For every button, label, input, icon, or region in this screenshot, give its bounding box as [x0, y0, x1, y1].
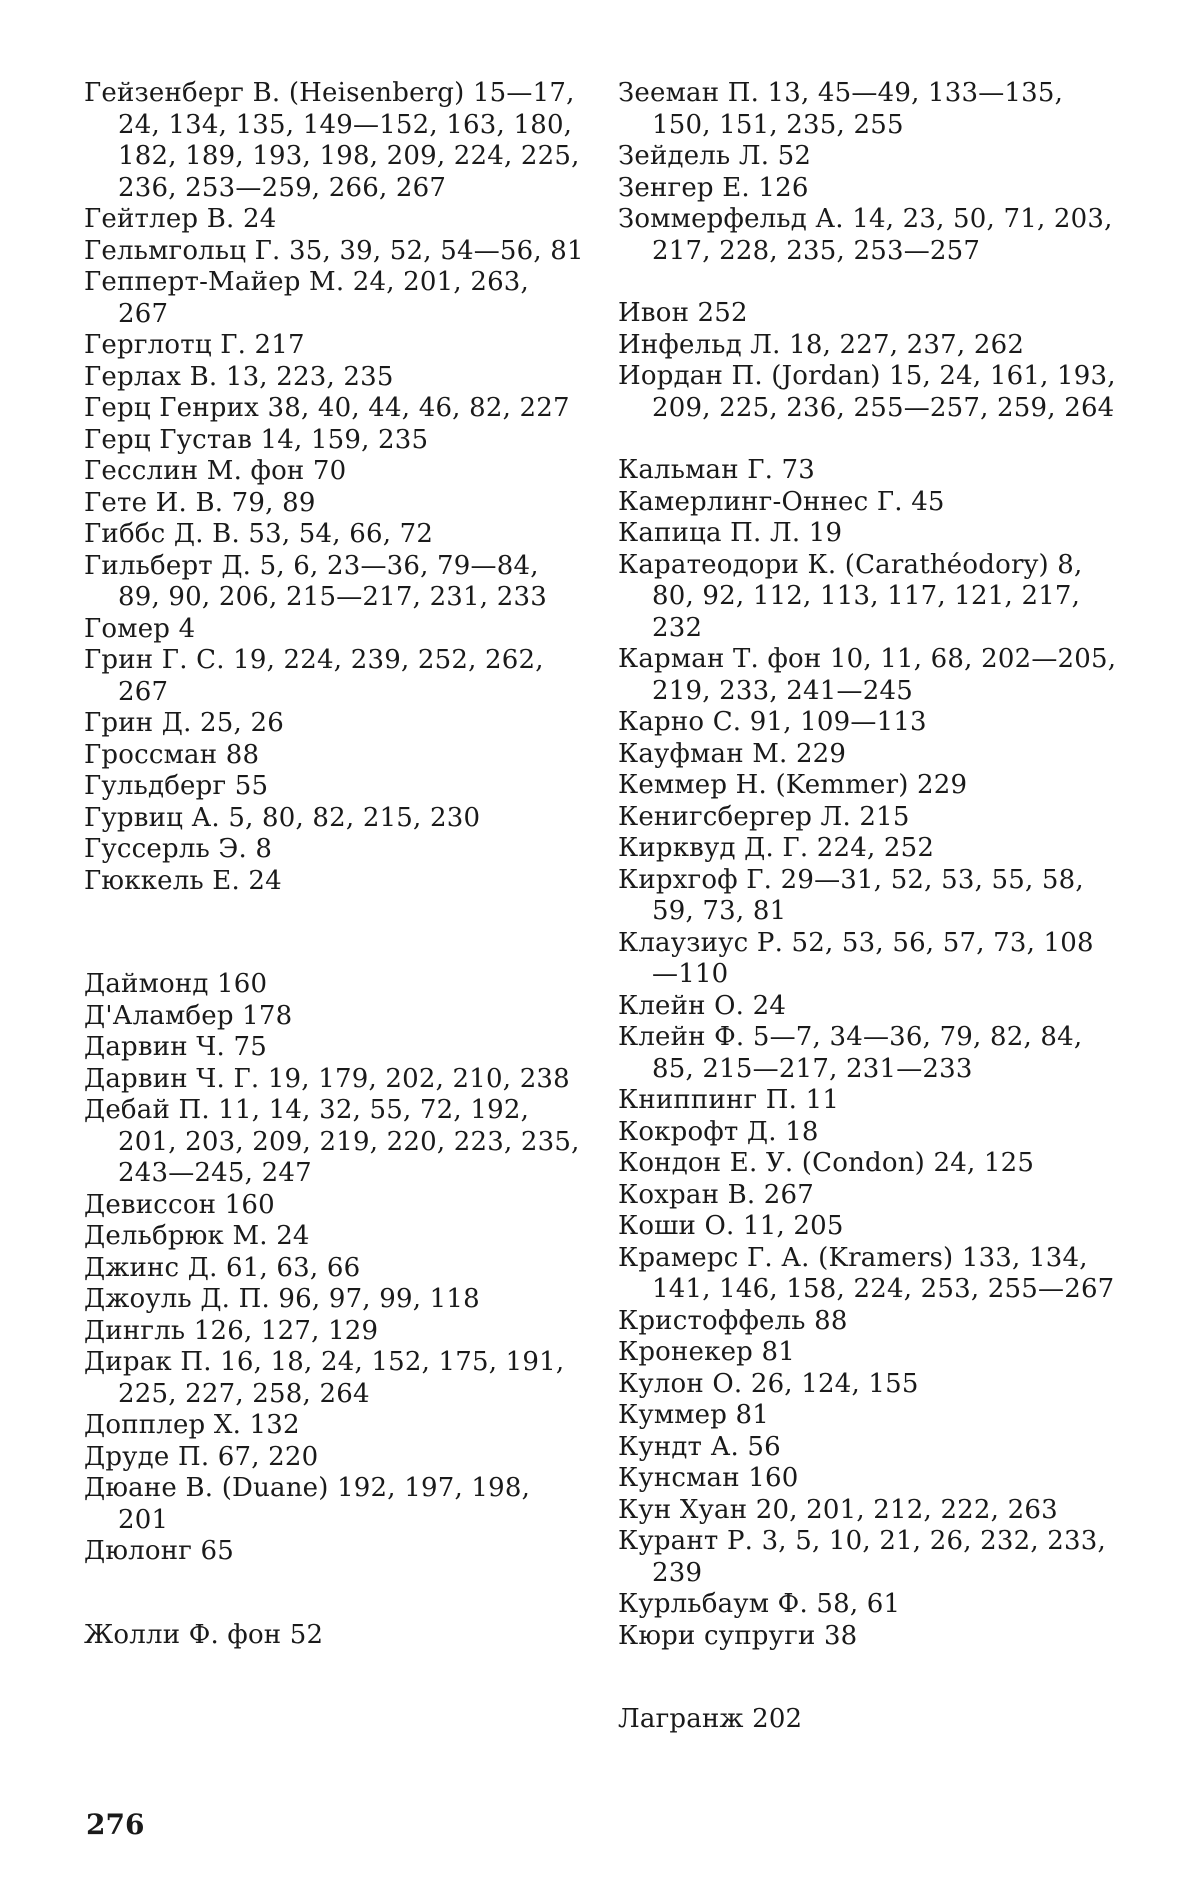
index-entry: Гесслин М. фон 70	[84, 456, 347, 486]
index-entry: Каратеодори К. (Carathéodory) 8, 80, 92, 112, 113, 117, 121, 217, 232	[618, 549, 1083, 643]
index-entry: Дарвин Ч. 75	[84, 1032, 267, 1062]
index-entry: Клейн Ф. 5—7, 34—36, 79, 82, 84, 85, 215—217, 231—233	[618, 1022, 1083, 1084]
index-entry: Кокрофт Д. 18	[618, 1116, 819, 1147]
index-entry: Дебай П. 11, 14, 32, 55, 72, 192, 201, 203, 209, 219, 220, 223, 235, 243—245, 247	[84, 1095, 580, 1188]
index-entry: Кохран В. 267	[618, 1179, 815, 1210]
index-entry: Кирхгоф Г. 29—31, 52, 53, 55, 58, 59, 73, 81	[618, 864, 1084, 926]
index-entry: Крамерс Г. А. (Kramers) 133, 134, 141, 146, 158, 224, 253, 255—267	[618, 1242, 1115, 1304]
index-entry: Даймонд 160	[84, 969, 268, 999]
group-z	[618, 78, 1118, 267]
index-entry: Дирак П. 16, 18, 24, 152, 175, 191, 225, 227, 258, 264	[84, 1347, 565, 1409]
index-entry: Гиббс Д. В. 53, 54, 66, 72	[84, 519, 434, 549]
index-entry: Ивон 252	[618, 298, 748, 328]
index-entry: Коши О. 11, 205	[618, 1211, 844, 1241]
index-entry: Герц Генрих 38, 40, 44, 46, 82, 227	[84, 393, 570, 423]
index-entry: Гепперт-Майер М. 24, 201, 263, 267	[84, 267, 530, 329]
index-entry: Герглотц Г. 217	[84, 330, 305, 360]
index-entry: Гете И. В. 79, 89	[84, 487, 316, 518]
index-entry: Зоммерфельд А. 14, 23, 50, 71, 203, 217, 228, 235, 253—257	[618, 204, 1113, 266]
index-entry: Дельбрюк М. 24	[84, 1221, 310, 1251]
group-separator	[618, 1652, 1118, 1704]
index-entry: Гульдберг 55	[84, 771, 269, 801]
index-entry: Жолли Ф. фон 52	[84, 1619, 324, 1650]
index-entry: Кунсман 160	[618, 1463, 799, 1493]
index-entry: Гейзенберг В. (Heisenberg) 15—17, 24, 134, 135, 149—152, 163, 180, 182, 189, 193, 198, 209, 224, 225, 236, 253—259, 266, 267	[84, 78, 580, 203]
index-entry: Д'Аламбер 178	[84, 1000, 293, 1031]
index-entry: Дюлонг 65	[84, 1536, 235, 1566]
index-entry: Кундт А. 56	[618, 1431, 781, 1462]
index-entry: Герц Густав 14, 159, 235	[84, 424, 429, 455]
index-entry: Кристоффель 88	[618, 1305, 848, 1336]
index-entry: Кун Хуан 20, 201, 212, 222, 263	[618, 1494, 1058, 1525]
index-entry: Инфельд Л. 18, 227, 237, 262	[618, 329, 1025, 360]
index-entry: Карман Т. фон 10, 11, 68, 202—205, 219, 233, 241—245	[618, 644, 1117, 706]
index-entry: Клаузиус Р. 52, 53, 56, 57, 73, 108—110	[618, 927, 1094, 989]
index-entry: Грин Г. С. 19, 224, 239, 252, 262, 267	[84, 645, 544, 707]
right-column	[618, 78, 1118, 1736]
index-entry: Кулон О. 26, 124, 155	[618, 1368, 919, 1399]
index-entry: Джоуль Д. П. 96, 97, 99, 118	[84, 1284, 480, 1314]
index-entry: Зенгер Е. 126	[618, 172, 809, 203]
index-entry: Герлах В. 13, 223, 235	[84, 361, 394, 392]
group-zh	[84, 1620, 584, 1652]
index-entry: Кауфман М. 229	[618, 738, 847, 769]
group-d	[84, 969, 584, 1568]
index-entry: Кондон Е. У. (Condon) 24, 125	[618, 1148, 1035, 1178]
index-entry: Кирквуд Д. Г. 224, 252	[618, 833, 935, 863]
index-entry: Зейдель Л. 52	[618, 141, 812, 171]
left-column	[84, 78, 584, 1651]
index-entry: Друде П. 67, 220	[84, 1441, 319, 1472]
index-entry: Гроссман 88	[84, 739, 260, 770]
group-separator	[84, 897, 584, 969]
index-entry: Книппинг П. 11	[618, 1085, 840, 1115]
index-entry: Клейн О. 24	[618, 990, 787, 1021]
group-separator	[618, 424, 1118, 455]
group-k	[618, 455, 1118, 1652]
index-entry: Курант Р. 3, 5, 10, 21, 26, 232, 233, 239	[618, 1526, 1106, 1588]
index-entry: Девиссон 160	[84, 1189, 275, 1220]
group-i	[618, 298, 1118, 424]
index-entry: Камерлинг-Оннес Г. 45	[618, 486, 945, 517]
index-entry: Дюане В. (Duane) 192, 197, 198, 201	[84, 1473, 531, 1535]
group-separator	[84, 1568, 584, 1620]
index-entry: Кеммер Н. (Kemmer) 229	[618, 770, 968, 800]
index-entry: Гурвиц А. 5, 80, 82, 215, 230	[84, 802, 481, 833]
index-entry: Гильберт Д. 5, 6, 23—36, 79—84, 89, 90, 206, 215—217, 231, 233	[84, 550, 547, 612]
index-entry: Кенигсбергер Л. 215	[618, 801, 910, 832]
index-entry: Зееман П. 13, 45—49, 133—135, 150, 151, 235, 255	[618, 78, 1064, 140]
index-entry: Кальман Г. 73	[618, 455, 816, 485]
index-entry: Грин Д. 25, 26	[84, 708, 284, 738]
index-entry: Лагранж 202	[618, 1704, 803, 1734]
index-entry: Допплер Х. 132	[84, 1410, 300, 1440]
index-entry: Джинс Д. 61, 63, 66	[84, 1252, 361, 1283]
index-entry: Дарвин Ч. Г. 19, 179, 202, 210, 238	[84, 1063, 570, 1094]
index-entry: Гюккель Е. 24	[84, 865, 282, 896]
index-entry: Гомер 4	[84, 613, 196, 644]
group-l	[618, 1704, 1118, 1736]
index-entry: Иордан П. (Jordan) 15, 24, 161, 193, 209, 225, 236, 255—257, 259, 264	[618, 361, 1116, 423]
index-entry: Кюри супруги 38	[618, 1620, 858, 1651]
group-g	[84, 78, 584, 897]
index-entry: Гельмгольц Г. 35, 39, 52, 54—56, 81	[84, 235, 584, 266]
page-number: 276	[86, 1808, 145, 1841]
index-entry: Гуссерль Э. 8	[84, 834, 273, 864]
index-entry: Капица П. Л. 19	[618, 518, 843, 548]
index-entry: Курльбаум Ф. 58, 61	[618, 1589, 901, 1619]
index-entry: Гейтлер В. 24	[84, 204, 277, 234]
group-separator	[618, 267, 1118, 298]
index-entry: Дингль 126, 127, 129	[84, 1315, 379, 1346]
index-entry: Карно С. 91, 109—113	[618, 707, 927, 737]
index-entry: Куммер 81	[618, 1400, 770, 1430]
index-entry: Кронекер 81	[618, 1337, 795, 1367]
